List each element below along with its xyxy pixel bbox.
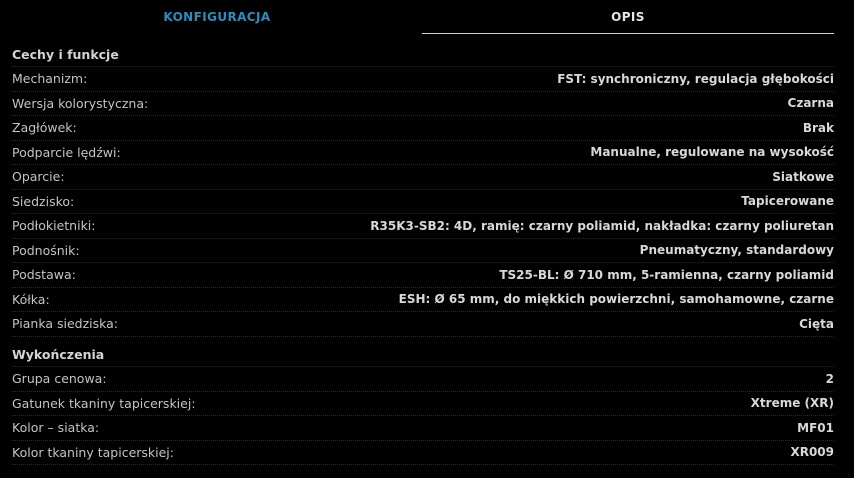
spec-row	[12, 190, 834, 215]
spec-row	[12, 92, 834, 117]
spec-value: Siatkowe	[772, 169, 834, 184]
spec-label: Grupa cenowa:	[12, 371, 107, 387]
spec-label: Wersja kolorystyczna:	[12, 95, 149, 111]
spec-row	[12, 67, 834, 92]
spec-label: Kolor – siatka:	[12, 420, 100, 436]
spec-value: 2	[825, 371, 834, 386]
spec-value: Xtreme (XR)	[750, 396, 834, 411]
finishes-section	[12, 343, 834, 465]
tab-konfiguracja[interactable]: KONFIGURACJA	[163, 10, 271, 24]
spec-value: Brak	[802, 120, 834, 135]
features-section	[12, 43, 834, 337]
spec-value: MF01	[797, 420, 834, 435]
spec-label: Gatunek tkaniny tapicerskiej:	[12, 395, 196, 411]
tab-bar	[12, 0, 834, 34]
spec-row	[12, 288, 834, 313]
spec-value: Czarna	[787, 96, 834, 111]
spec-row	[12, 141, 834, 166]
spec-label: Kółka:	[12, 291, 50, 307]
spec-label: Zagłówek:	[12, 120, 77, 136]
section-title-features: Cechy i funkcje	[12, 43, 834, 67]
spec-label: Kolor tkaniny tapicerskiej:	[12, 444, 174, 460]
spec-row	[12, 312, 834, 337]
spec-value: ESH: Ø 65 mm, do miękkich powierzchni, samohamowne, czarne	[398, 292, 834, 307]
spec-label: Podnośnik:	[12, 242, 80, 258]
spec-row	[12, 116, 834, 141]
spec-label: Podłokietniki:	[12, 218, 96, 234]
spec-row	[12, 416, 834, 441]
spec-row	[12, 165, 834, 190]
spec-label: Siedzisko:	[12, 193, 75, 209]
spec-value: Pneumatyczny, standardowy	[639, 243, 834, 258]
spec-row	[12, 214, 834, 239]
spec-label: Mechanizm:	[12, 71, 88, 87]
spec-value: Tapicerowane	[741, 194, 834, 209]
spec-value: Manualne, regulowane na wysokość	[590, 145, 834, 160]
spec-label: Oparcie:	[12, 169, 65, 185]
spec-value: XR009	[790, 445, 834, 460]
spec-row	[12, 367, 834, 392]
tab-opis[interactable]: OPIS	[422, 0, 834, 34]
spec-row	[12, 441, 834, 466]
spec-value: TS25-BL: Ø 710 mm, 5-ramienna, czarny poliamid	[499, 267, 834, 282]
spec-row	[12, 263, 834, 288]
spec-value: FST: synchroniczny, regulacja głębokości	[557, 71, 834, 86]
spec-value: R35K3-SB2: 4D, ramię: czarny poliamid, nakładka: czarny poliuretan	[370, 218, 834, 233]
spec-label: Podparcie lędźwi:	[12, 144, 121, 160]
spec-label: Pianka siedziska:	[12, 316, 119, 332]
section-title-finishes: Wykończenia	[12, 343, 834, 367]
spec-value: Cięta	[799, 316, 834, 331]
spec-row	[12, 239, 834, 264]
spec-label: Podstawa:	[12, 267, 76, 283]
spec-row	[12, 392, 834, 417]
